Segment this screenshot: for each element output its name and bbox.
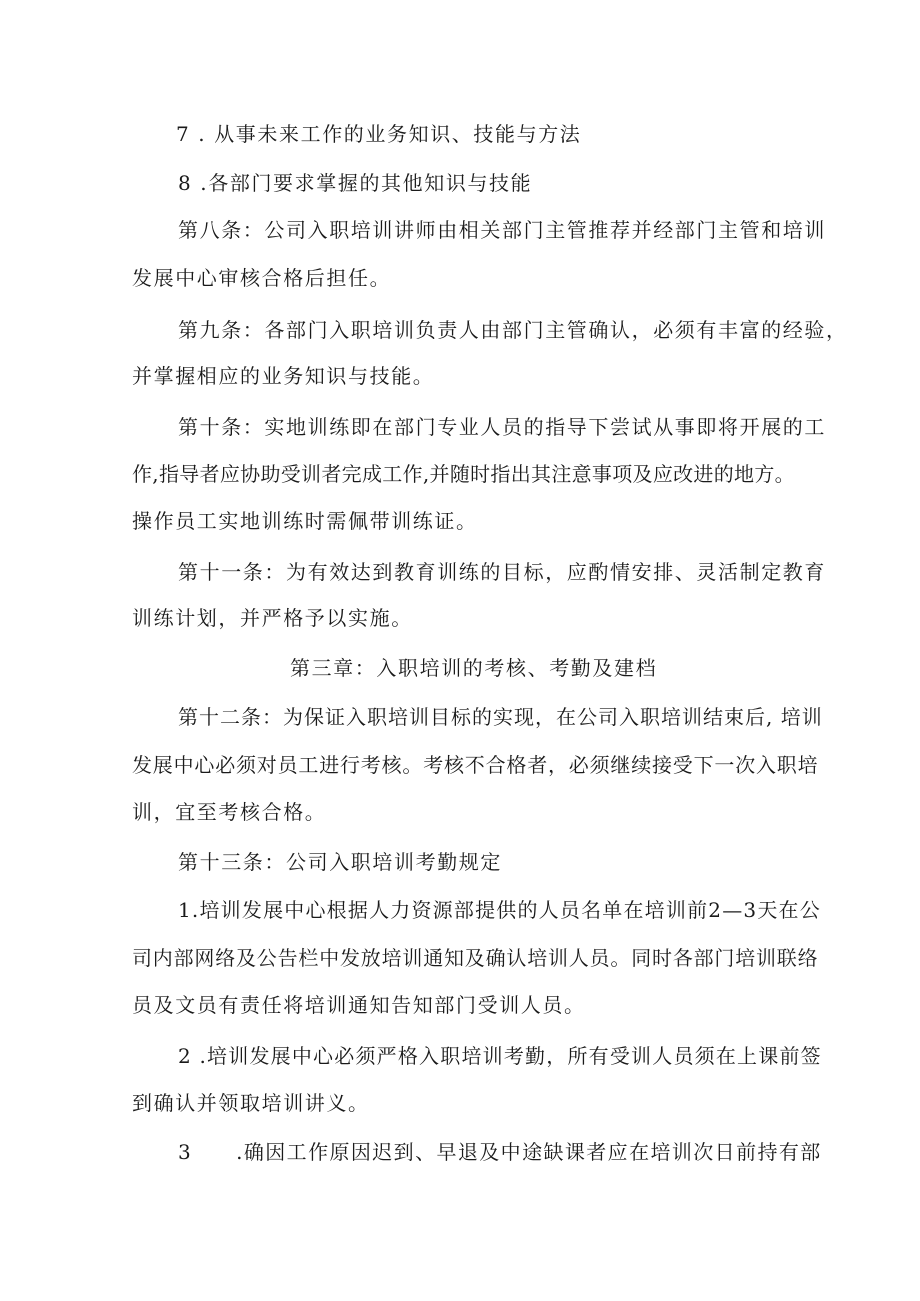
rule-2-line-2: 到确认并领取培训讲义。 (132, 1091, 370, 1115)
article-13-heading: 第十三条：公司入职培训考勤规定 (178, 850, 502, 874)
article-10-line-2: 作,指导者应协助受训者完成工作,并随时指出其注意事项及应改进的地方。 (132, 462, 795, 486)
rule-3-text: .确因工作原因迟到、早退及中途缺课者应在培训次日前持有部 (236, 1140, 822, 1164)
list-item-8: 8 .各部门要求掌握的其他知识与技能 (178, 171, 533, 195)
rule-1-line-1: 1.培训发展中心根据人力资源部提供的人员名单在培训前2—3天在公 (178, 898, 821, 922)
rule-3-number: 3 (178, 1140, 193, 1164)
article-10-line-3: 操作员工实地训练时需佩带训练证。 (132, 509, 478, 533)
chapter-3-heading: 第三章：入职培训的考核、考勤及建档 (290, 656, 658, 680)
rule-1-line-3: 员及文员有责任将培训通知告知部门受训人员。 (132, 993, 586, 1017)
article-11-line-2: 训练计划，并严格予以实施。 (132, 606, 413, 630)
article-12-line-1: 第十二条：为保证入职培训目标的实现，在公司入职培训结束后, 培训 (178, 705, 823, 729)
article-11-line-1: 第十一条：为有效达到教育训练的目标，应酌情安排、灵活制定教育 (178, 560, 826, 584)
rule-3-line-1 (178, 1138, 822, 1166)
article-10-line-1: 第十条：实地训练即在部门专业人员的指导下尝试从事即将开展的工 (178, 415, 826, 439)
article-9-line-1: 第九条：各部门入职培训负责人由部门主管确认，必须有丰富的经验， (178, 318, 848, 342)
rule-1-line-2: 司内部网络及公告栏中发放培训通知及确认培训人员。同时各部门培训联络 (132, 946, 819, 970)
rule-2-line-1: 2 .培训发展中心必须严格入职培训考勤，所有受训人员须在上课前签 (178, 1044, 822, 1068)
article-9-line-2: 并掌握相应的业务知识与技能。 (132, 364, 435, 388)
article-8-line-2: 发展中心审核合格后担任。 (132, 266, 392, 290)
list-item-7: 7 . 从事未来工作的业务知识、技能与方法 (176, 122, 582, 146)
article-12-line-3: 训，宜至考核合格。 (132, 800, 327, 824)
article-8-line-1: 第八条：公司入职培训讲师由相关部门主管推荐并经部门主管和培训 (178, 218, 826, 242)
article-12-line-2: 发展中心必须对员工进行考核。考核不合格者，必须继续接受下一次入职培 (132, 753, 819, 777)
